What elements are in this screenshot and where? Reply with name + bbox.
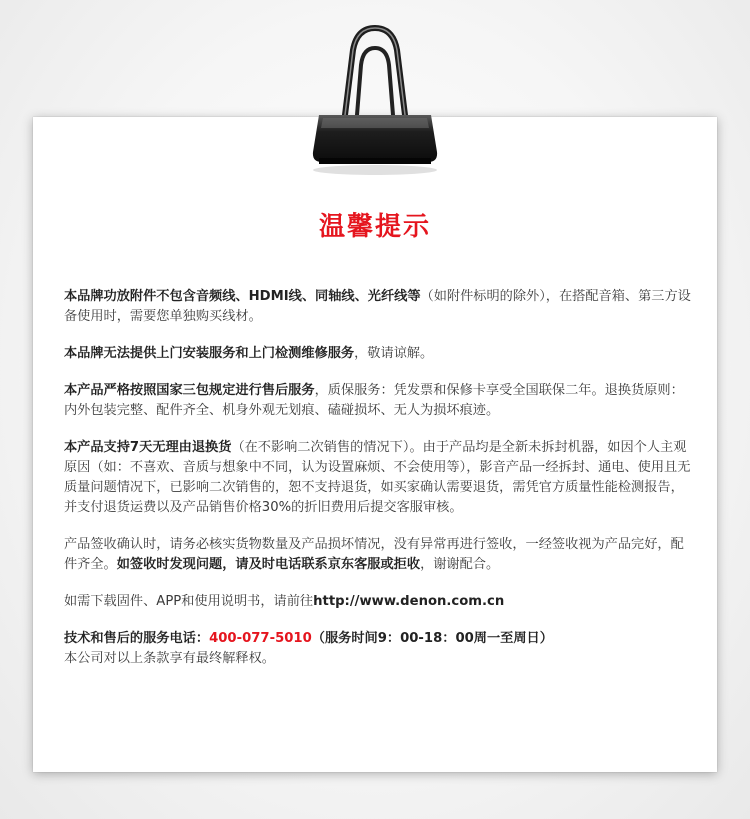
disclaimer: 本公司对以上条款享有最终解释权。 (64, 651, 275, 666)
notice-accessories-text: （如附件标明的除外），在搭配音箱、第三方设备使用时，需要您单独购买线材。 (64, 289, 691, 324)
notice-returns-text: （在不影响二次销售的情况下）。由于产品均是全新未拆封机器，如因个人主观原因（如：不喜欢、音质与想象中不同，认为设置麻烦、不会使用等），影音产品一经拆封、通电、使用且无质量问题情况下，已影响二次销售的，恕不支持退货，如买家确认需要退货，需凭官方质量性能检测报告，并支付退货运费以及产品销售价格30%的折旧费用后提交客服审核。 (64, 440, 691, 515)
notice-receipt-text: 产品签收确认时，请务必核实货物数量及产品损坏情况，没有异常再进行签收，一经签收视为产品完好，配件齐全。 (64, 537, 684, 572)
notice-receipt-bold: 如签收时发现问题，请及时电话联系京东客服或拒收 (116, 557, 421, 572)
notice-warranty-bold: 本产品严格按照国家三包规定进行售后服务 (64, 383, 315, 398)
download-link[interactable]: http://www.denon.com.cn (313, 594, 505, 609)
service-hours: （服务时间9：00-18：00周一至周日） (311, 631, 553, 646)
page-title: 温馨提示 (318, 212, 431, 242)
notice-accessories (64, 287, 692, 327)
notice-installation-bold: 本品牌无法提供上门安装服务和上门检测维修服务 (64, 346, 355, 361)
binder-clip-icon (305, 20, 445, 180)
service-phone[interactable]: 400-077-5010 (209, 631, 312, 646)
service-label: 技术和售后的服务电话： (64, 631, 210, 646)
notice-download (64, 592, 692, 612)
notice-warranty-text: ，质保服务：凭发票和保修卡享受全国联保二年。退换货原则：内外包装完整、配件齐全、机身外观无划痕、磕碰损坏、无人为损坏痕迹。 (64, 383, 684, 418)
notice-returns (64, 438, 692, 518)
notice-installation (64, 344, 692, 364)
notice-receipt (64, 535, 692, 575)
notice-receipt-end: ，谢谢配合。 (420, 557, 500, 572)
notice-installation-text: ，敬请谅解。 (354, 346, 434, 361)
notice-service (64, 629, 692, 669)
notice-accessories-bold: 本品牌功放附件不包含音频线、HDMI线、同轴线、光纤线等 (64, 289, 421, 304)
notice-returns-bold: 本产品支持7天无理由退换货 (64, 440, 232, 455)
notice-download-text: 如需下载固件、APP和使用说明书，请前往 (64, 594, 314, 609)
notice-content (64, 287, 692, 669)
notice-warranty (64, 381, 692, 421)
